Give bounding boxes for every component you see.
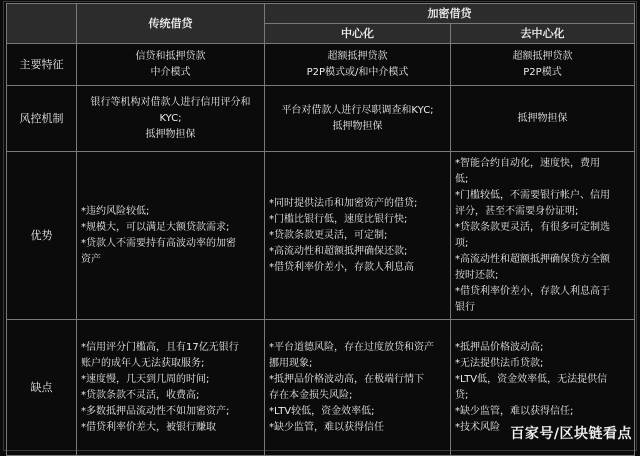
cell-line: 超额抵押贷款 bbox=[327, 50, 388, 62]
cell-line: *贷款条款不灵活，收费高; bbox=[81, 389, 200, 401]
cell-risk-traditional bbox=[77, 86, 265, 152]
cell-line: *抵押品价格波动高; bbox=[455, 341, 544, 353]
cell-line: P2P模式或/和中介模式 bbox=[306, 66, 409, 78]
cell-risk-centralized bbox=[265, 86, 451, 152]
cell-line: 低; bbox=[455, 173, 469, 185]
cell-line: *缺少监管，难以获得信任; bbox=[455, 405, 574, 417]
cell-line: 银行 bbox=[455, 301, 475, 313]
cell-features-decentralized bbox=[451, 44, 635, 86]
cell-line: *同时提供法币和加密资产的借贷; bbox=[269, 197, 418, 209]
cell-line: *无法提供法币贷款; bbox=[455, 357, 544, 369]
cell-line: *LTV低，资金效率低，无法提供信 bbox=[455, 373, 608, 385]
cell-line: 抵押物担保 bbox=[332, 120, 383, 132]
cell-line: P2P模式 bbox=[523, 66, 562, 78]
header-crypto: 加密借贷 bbox=[265, 4, 635, 24]
cell-line: *技术风险 bbox=[455, 421, 500, 433]
cell-line: 贷; bbox=[455, 389, 469, 401]
cell-disadvantages-traditional bbox=[77, 320, 265, 456]
cell-advantages-decentralized bbox=[451, 152, 635, 320]
cell-line: 抵押物担保 bbox=[145, 128, 196, 140]
row-label-disadvantages: 缺点 bbox=[7, 320, 77, 456]
cell-line: *违约风险较低; bbox=[81, 205, 150, 217]
cell-line: *贷款人不需要持有高波动率的加密 bbox=[81, 237, 236, 249]
cell-line: KYC; bbox=[159, 112, 182, 124]
cell-line: 账户的成年人无法获取服务; bbox=[81, 357, 205, 369]
cell-line: 信贷和抵押贷款 bbox=[135, 50, 206, 62]
cell-line: *贷款条款更灵活，有很多可定制选 bbox=[455, 221, 610, 233]
cell-line: *借贷利率价差大，被银行赚取 bbox=[81, 421, 216, 433]
cell-line: 存在本金损失风险; bbox=[269, 389, 353, 401]
cell-line: 资产 bbox=[81, 253, 101, 265]
row-label-risk: 风控机制 bbox=[7, 86, 77, 152]
cell-line: 按时还款; bbox=[455, 269, 499, 281]
cell-line: *LTV较低，资金效率低; bbox=[269, 405, 375, 417]
cell-line: *信用评分门槛高，且有17亿无银行 bbox=[81, 341, 239, 353]
header-centralized: 中心化 bbox=[265, 24, 451, 44]
header-decentralized: 去中心化 bbox=[451, 24, 635, 44]
cell-line: *规模大，可以满足大额贷款需求; bbox=[81, 221, 230, 233]
cell-line: 抵押物担保 bbox=[517, 112, 568, 124]
cell-line: *高流动性和超额抵押确保贷方全额 bbox=[455, 253, 610, 265]
cell-advantages-traditional bbox=[77, 152, 265, 320]
cell-line: *缺少监管，难以获得信任 bbox=[269, 421, 384, 433]
cell-line: *抵押品价格波动高，在极端行情下 bbox=[269, 373, 424, 385]
cell-line: 评分，甚至不需要身份证明; bbox=[455, 205, 579, 217]
cell-line: *贷款条款更灵活，可定制; bbox=[269, 229, 388, 241]
cell-line: *门槛比银行低，速度比银行快; bbox=[269, 213, 408, 225]
cell-line: *多数抵押品流动性不如加密资产; bbox=[81, 405, 230, 417]
watermark-text: 百家号/区块链看点 bbox=[510, 426, 632, 442]
cell-line: 中介模式 bbox=[150, 66, 191, 78]
comparison-table bbox=[6, 3, 635, 456]
row-label-advantages: 优势 bbox=[7, 152, 77, 320]
cell-line: *借贷利率价差小，存款人利息高于 bbox=[455, 285, 610, 297]
cell-line: 银行等机构对借款人进行信用评分和 bbox=[90, 96, 251, 108]
cell-line: 项; bbox=[455, 237, 469, 249]
cell-line: *借贷利率价差小，存款人利息高 bbox=[269, 261, 414, 273]
corner-cell bbox=[7, 4, 77, 44]
header-traditional: 传统借贷 bbox=[77, 4, 265, 44]
cell-line: *速度慢，几天到几周的时间; bbox=[81, 373, 210, 385]
cell-risk-decentralized bbox=[451, 86, 635, 152]
cell-advantages-centralized bbox=[265, 152, 451, 320]
cell-line: *智能合约自动化，速度快，费用 bbox=[455, 157, 600, 169]
cell-line: 超额抵押贷款 bbox=[512, 50, 573, 62]
cell-features-centralized bbox=[265, 44, 451, 86]
cell-line: 挪用现象; bbox=[269, 357, 313, 369]
cell-disadvantages-centralized bbox=[265, 320, 451, 456]
row-label-features: 主要特征 bbox=[7, 44, 77, 86]
cell-line: *门槛较低，不需要银行帐户、信用 bbox=[455, 189, 610, 201]
cell-line: *平台道德风险，存在过度放贷和资产 bbox=[269, 341, 434, 353]
cell-line: *高流动性和超额抵押确保还款; bbox=[269, 245, 408, 257]
cell-line: 平台对借款人进行尽职调查和KYC; bbox=[281, 104, 434, 116]
cell-features-traditional bbox=[77, 44, 265, 86]
